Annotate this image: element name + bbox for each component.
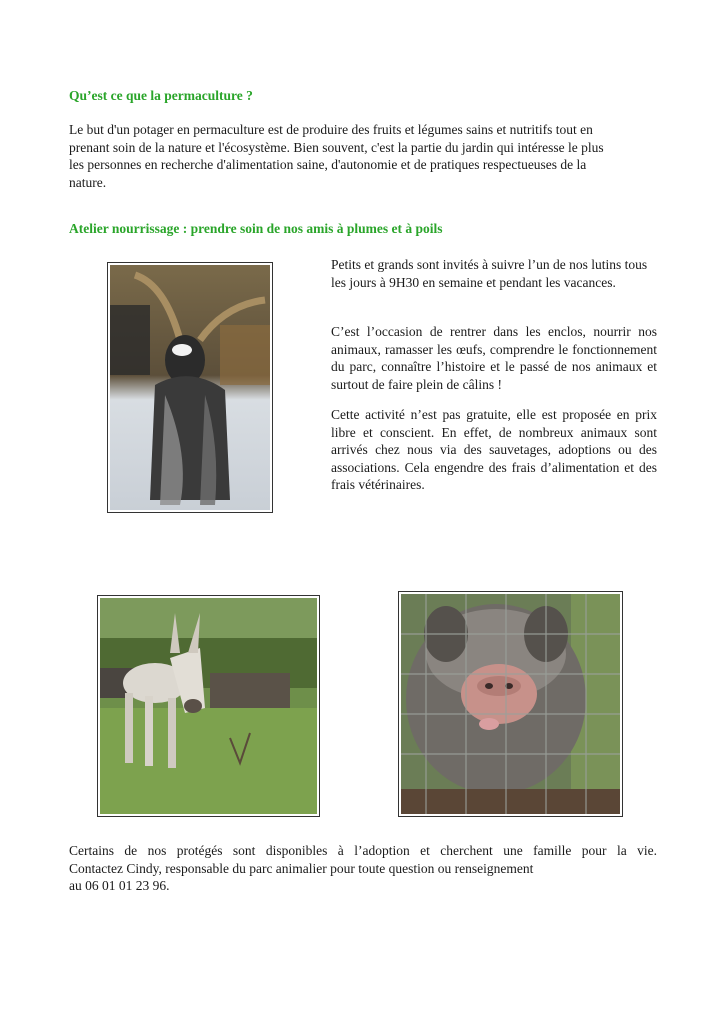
section-heading-permaculture: Qu’est ce que la permaculture ? (69, 88, 253, 103)
pig-photo (398, 591, 623, 817)
goat-image (110, 265, 270, 510)
donkey-photo (97, 595, 320, 817)
text-line: Contactez Cindy, responsable du parc animalier pour toute question ou renseignement (69, 860, 534, 876)
pig-image (401, 594, 620, 814)
adoption-paragraph (69, 842, 657, 895)
text-line: Le but d'un potager en permaculture est de produire des fruits et légumes sains et nutritifs tout en (69, 122, 593, 137)
goat-photo (107, 262, 273, 513)
contact-phone: au 06 01 01 23 96. (69, 878, 170, 893)
feeding-paragraph-2: C’est l’occasion de rentrer dans les enclos, nourrir nos animaux, ramasser les œufs, comprendre le fonctionnement du parc, connaître l’histoire et le passé de nos animaux et surtout de faire plein de câlins ! (331, 324, 657, 392)
text-line: prenant soin de la nature et l'écosystème. Bien souvent, c'est la partie du jardin qui intéresse le plus (69, 139, 604, 155)
text-line: nature. (69, 174, 107, 190)
feeding-paragraph-3: Cette activité n’est pas gratuite, elle est proposée en prix libre et conscient. En effet, de nombreux animaux sont arrivés chez nous via des sauvetages, adoptions ou des associations. Cela engendre des frais d’alimentation et des frais vétérinaires. (331, 407, 657, 492)
permaculture-paragraph (69, 121, 659, 191)
text-line: Certains de nos protégés sont disponibles à l’adoption et cherchent une famille pour la vie. (69, 843, 657, 858)
donkey-image (100, 598, 317, 814)
feeding-paragraph-1: Petits et grands sont invités à suivre l’un de nos lutins tous les jours à 9H30 en semaine et pendant les vacances. (331, 257, 648, 290)
section-heading-feeding-workshop: Atelier nourrissage : prendre soin de nos amis à plumes et à poils (69, 221, 443, 236)
text-line: les personnes en recherche d'alimentation saine, d'autonomie et de pratiques respectueuses de la (69, 157, 587, 172)
